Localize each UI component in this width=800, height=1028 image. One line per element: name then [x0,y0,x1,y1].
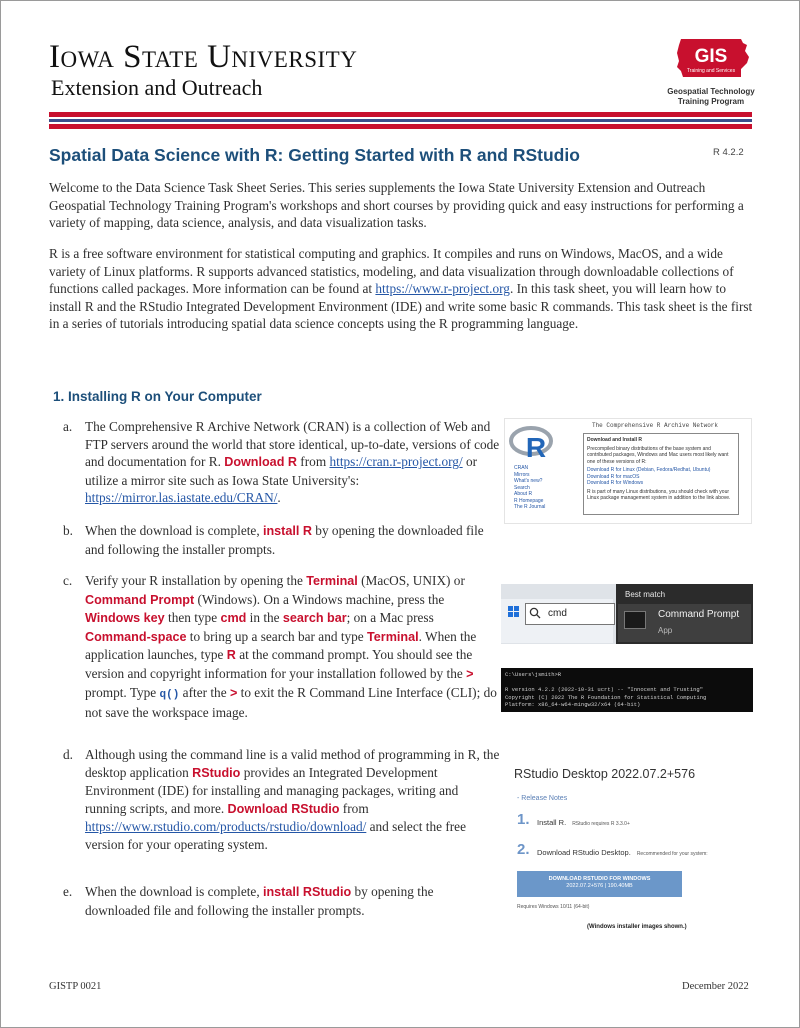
gis-logo-small-text: Training and Services [686,68,736,74]
document-date: December 2022 [682,981,749,992]
rstudio-heading: RStudio Desktop 2022.07.2+576 [514,767,696,781]
cran-screenshot [504,418,752,524]
rstudio-download-screenshot: RStudio Desktop 2022.07.2+576 - Release Notes 1. Install R. RStudio requires R 3.3.0+ 2. Download RStudio Desktop. Recommended for your system: DOWNLOAD RSTUDIO FOR WINDOWS 2022.07.2+576 | 190.40MB Requires Windows 10/11 (64-bit) (Windows installer images shown.) [504,761,752,936]
quit-command: q() [159,688,180,701]
highlight-install-r: install R [262,524,312,538]
search-results-panel: Best match Command Prompt App [616,584,753,644]
version-label: R 4.2.2 [713,147,744,158]
logo-caption-line1: Geospatial Technology [667,87,755,96]
highlight-download-r: Download R [224,455,297,470]
command-prompt-icon [624,611,646,629]
step-d: d. Although using the command line is a valid method of programming in R, the desktop application RStudio provides an Integrated Development Environment (IDE) for installing and managing packages, writing and running scripts, and more. Download RStudio from https://www.rstudio.com/products/rstudio/download/ and select the free version for your operating system. [63,747,500,852]
windows-search-bar: cmd [525,603,615,625]
r-logo-icon [509,425,555,463]
cran-download-box: Download and Install R Precompiled binary distributions of the base system and contributed packages, Windows and Mac users most likely want one of these versions of R: Download R for Linux (Debian, Fedora/Redhat, Ubuntu) Download R for macOS Download R for Windows R is part of many Linux distributions, you should check with your Linux package management system in addition to the link above. [583,433,739,515]
logo-caption-line2: Training Program [677,97,745,106]
intro-paragraph-1: Welcome to the Data Science Task Sheet Series. This series supplements the Iowa State University Extension and Outreach Geospatial Technology Training Program's workshops and short courses by providing quick and easy instructions for performing a variety of mapping, data science, analysis, and data visualization tasks. [49,180,744,230]
iastate-mirror-link[interactable]: https://mirror.las.iastate.edu/CRAN/ [85,490,278,506]
header-stripe-red [49,112,752,117]
section-heading: 1. Installing R on Your Computer [53,389,262,404]
step-b: b. When the download is complete, install R by opening the downloaded file and following the installer prompts. [63,523,484,557]
cran-link[interactable]: https://cran.r-project.org/ [329,454,463,470]
cran-sidebar: CRAN Mirrors What's new? Search About R R Homepage The R Journal [514,465,546,510]
document-title: Spatial Data Science with R: Getting Started with R and RStudio [49,145,580,165]
cran-title: The Comprehensive R Archive Network [591,422,719,429]
search-icon [529,607,541,619]
r-project-link[interactable]: https://www.r-project.org [375,281,510,296]
screenshot-caption: (Windows installer images shown.) [587,924,687,930]
windows-start-icon [508,606,520,618]
r-console-screenshot: C:\Users\jsmith>R R version 4.2.2 (2022-10-31 ucrt) -- "Innocent and Trusting" Copyright (C) 2022 The R Foundation for Statistical Computing Platform: x86_64-w64-mingw32/x64 (64-bit) [501,668,753,712]
header-stripe-blue [49,119,752,122]
step-c: c. Verify your R installation by opening the Terminal (MacOS, UNIX) or Command Prompt (Windows). On a Windows machine, press the Windows key then type cmd in the search bar; on a Mac press Command-space to bring up a search bar and type Terminal. When the application launches, type R at the command prompt. You should see the version and copyright information for your installation followed by the > prompt. Type q() after the > to exit the R Command Line Interface (CLI); do not save the workspace image. [63,573,497,721]
download-rstudio-button: DOWNLOAD RSTUDIO FOR WINDOWS 2022.07.2+576 | 190.40MB [517,871,682,897]
step-e: e. When the download is complete, install RStudio by opening the downloaded file and following the installer prompts. [63,884,434,918]
header-stripe-red-lower [49,124,752,129]
gis-logo-text: GIS [694,46,728,67]
university-name: Iowa State University [49,39,358,75]
svg-text:R: R [525,432,547,463]
document-id: GISTP 0021 [49,981,102,992]
unit-name: Extension and Outreach [51,75,263,100]
rstudio-download-link[interactable]: https://www.rstudio.com/products/rstudio/download/ [85,819,367,835]
step-a: a. The Comprehensive R Archive Network (CRAN) is a collection of Web and FTP servers around the world that store identical, up-to-date, versions of code and documentation for R. Download R from https://cran.r-project.org/ or utilize a mirror site such as Iowa State University's: https://mirror.las.iastate.edu/CRAN/. [63,419,500,506]
intro-paragraph-2: R is a free software environment for statistical computing and graphics. It compiles and runs on Windows, MacOS, and a wide variety of Linux platforms. R supports advanced statistics, modeling, and data visualization through downloadable collections of functions called packages. More information can be found at https://www.r-project.org. In this task sheet, you will learn how to install R and the RStudio Integrated Development Environment (IDE) and write some basic R commands. This task sheet is the first in a series of tutorials introducing spatial data science concepts using the R programming language. [49,246,753,331]
windows-search-screenshot [501,584,753,644]
